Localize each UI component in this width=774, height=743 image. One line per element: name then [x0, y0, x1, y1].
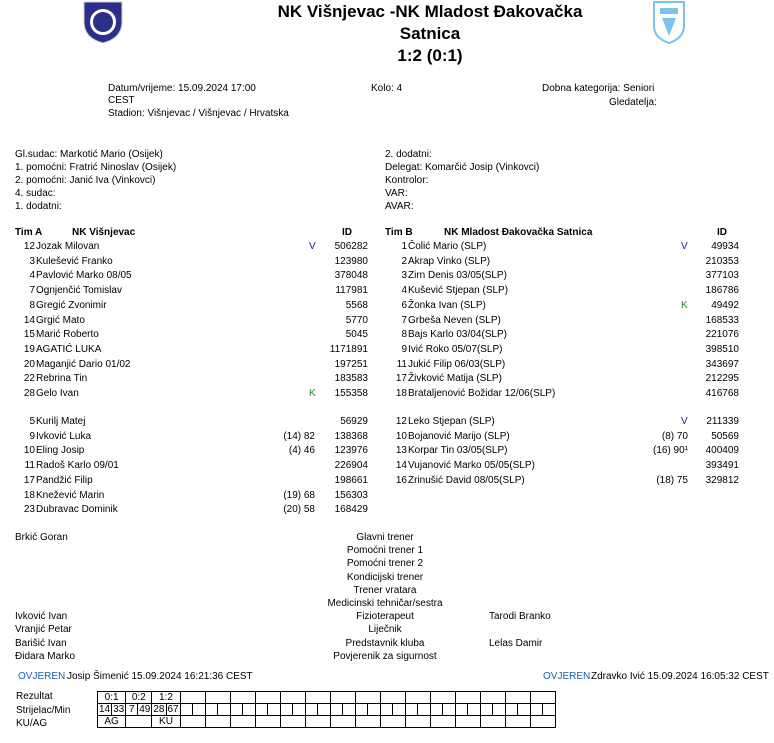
- staff-role: Pomoćni trener 2: [346, 558, 424, 570]
- player-name: Jukić Filip 06/03(SLP): [408, 358, 506, 370]
- player-number: 15: [23, 329, 35, 341]
- player-number: 18: [395, 388, 407, 399]
- official-line: 2. pomoćni: Janić Iva (Vinkovci): [15, 175, 156, 186]
- staff-role: Predstavnik kluba: [345, 637, 425, 649]
- staff-name-left: Đidara Marko: [15, 650, 76, 662]
- ku-ag-cell: [505, 716, 530, 728]
- match-timezone: CEST: [108, 95, 135, 106]
- player-name: Ivković Luka: [36, 430, 92, 442]
- team-a-label: Tim A: [15, 227, 43, 238]
- player-id: 393491: [705, 460, 739, 472]
- result-cell: [405, 692, 430, 704]
- substitution-info: (20) 58: [283, 504, 315, 516]
- staff-role: Glavni trener: [356, 532, 414, 543]
- player-name: AGATIĆ LUKA: [36, 343, 102, 355]
- ku-ag-cell: [380, 716, 405, 728]
- player-name: Bojanović Marijo (SLP): [408, 430, 510, 442]
- scorer-minute-cell: [268, 704, 281, 716]
- player-number: 7: [29, 285, 35, 297]
- ku-ag-cell: [330, 716, 355, 728]
- player-id: 168533: [705, 314, 739, 326]
- player-id: 56929: [340, 416, 368, 427]
- player-name: Maganjić Dario 01/02: [36, 358, 131, 370]
- verified-label-right: OVJEREN: [543, 671, 591, 682]
- score-label-kuag: KU/AG: [16, 718, 48, 729]
- player-id: 186786: [705, 285, 739, 297]
- ku-ag-cell: [455, 716, 480, 728]
- player-number: 2: [401, 255, 407, 267]
- player-number: 19: [23, 343, 35, 355]
- player-name: Leko Stjepan (SLP): [408, 416, 495, 427]
- player-number: 17: [395, 373, 407, 385]
- player-name: Gregić Zvonimir: [36, 299, 107, 311]
- result-cell: [430, 692, 455, 704]
- player-id: 1171891: [329, 343, 368, 355]
- player-id: 212295: [705, 373, 739, 385]
- player-name: Ognjenčić Tomislav: [36, 285, 122, 297]
- player-number: 17: [23, 474, 35, 486]
- player-id: 50569: [711, 430, 739, 442]
- result-cell: [355, 692, 380, 704]
- player-name: Rebrina Tin: [36, 373, 88, 385]
- player-id: 329812: [705, 474, 739, 486]
- player-number: 4: [29, 270, 35, 282]
- player-name: Eling Josip: [36, 445, 85, 457]
- player-number: 9: [29, 430, 35, 442]
- result-cell: [530, 692, 555, 704]
- scorer-minute-cell: [318, 704, 331, 716]
- scorer-minute-cell: [330, 704, 343, 716]
- scorer-minute-cell: [230, 704, 243, 716]
- official-line: Kontrolor:: [385, 175, 429, 186]
- staff-role: Trener vratara: [353, 584, 417, 596]
- team-a-id-header: ID: [342, 227, 352, 238]
- player-number: 18: [23, 489, 35, 501]
- scorer-minute-cell: [480, 704, 493, 716]
- scorer-minute-cell: [380, 704, 393, 716]
- scorer-minute-cell: [280, 704, 293, 716]
- scorer-minute-cell: [255, 704, 268, 716]
- official-line: Delegat: Komarčić Josip (Vinkovci): [385, 162, 540, 173]
- ku-ag-cell: [126, 716, 152, 728]
- player-number: 8: [401, 329, 407, 341]
- official-line: 1. pomoćni: Fratrić Ninoslav (Osijek): [15, 162, 177, 173]
- result-cell: [505, 692, 530, 704]
- scorer-minute-cell: [205, 704, 218, 716]
- player-number: 8: [29, 299, 35, 311]
- substitution-info: (16) 90¹: [652, 445, 688, 457]
- scorer-minute-cell: [493, 704, 506, 716]
- staff-name-right: Lelas Damir: [489, 637, 543, 649]
- scorer-minute-cell: [180, 704, 193, 716]
- ku-ag-cell: [405, 716, 430, 728]
- player-id: 210353: [705, 255, 739, 267]
- scorer-minute-cell: [455, 704, 468, 716]
- player-number: 4: [401, 285, 407, 297]
- player-number: 22: [23, 373, 35, 385]
- player-number: 1: [401, 241, 407, 252]
- captain-badge: K: [309, 388, 316, 399]
- staff-name-left: Barišić Ivan: [15, 637, 67, 649]
- substitution-info: (19) 68: [283, 489, 315, 501]
- player-number: 28: [23, 388, 35, 399]
- ku-ag-cell: [480, 716, 505, 728]
- substitution-info: (14) 82: [283, 430, 315, 442]
- scorer-minute-cell: [430, 704, 443, 716]
- substitution-info: (8) 70: [661, 430, 688, 442]
- ku-ag-cell: [430, 716, 455, 728]
- player-name: Čolić Mario (SLP): [408, 241, 487, 252]
- player-id: 5770: [345, 314, 368, 326]
- player-number: 7: [401, 314, 407, 326]
- staff-name-right: Tarodi Branko: [489, 611, 551, 623]
- player-id: 123980: [334, 255, 368, 267]
- nk-visnjevac-logo: [80, 0, 126, 44]
- player-id: 123976: [334, 445, 368, 457]
- player-id: 226904: [334, 460, 368, 472]
- player-name: Bajs Karlo 03/04(SLP): [408, 329, 507, 341]
- scorer-minute-cell: 14: [99, 704, 111, 715]
- staff-name-left: Ivković Ivan: [15, 611, 68, 623]
- match-round: Kolo: 4: [371, 83, 403, 94]
- staff-role: Povjerenik za sigurnost: [333, 650, 437, 662]
- score-label-result: Rezultat: [16, 691, 53, 702]
- scorer-minute-cell: [243, 704, 256, 716]
- ku-ag-cell: [530, 716, 555, 728]
- team-b-id-header: ID: [717, 227, 727, 238]
- staff-role: Kondicijski trener: [346, 571, 424, 583]
- player-id: 49934: [711, 241, 739, 252]
- verified-text-right: Zdravko Ivić 15.09.2024 16:05:32 CEST: [591, 671, 769, 682]
- player-id: 400409: [705, 445, 739, 457]
- spectators: Gledatelja:: [609, 97, 657, 108]
- score-table: [97, 691, 556, 728]
- player-number: 9: [401, 343, 407, 355]
- ku-ag-cell: KU: [152, 716, 180, 728]
- staff-role: Liječnik: [368, 624, 402, 636]
- ku-ag-cell: [355, 716, 380, 728]
- player-id: 138368: [334, 430, 368, 442]
- team-a-name: NK Višnjevac: [72, 227, 136, 238]
- official-line: AVAR:: [385, 201, 414, 212]
- player-name: Marić Roberto: [36, 329, 99, 341]
- staff-name-left: Vranjić Petar: [15, 624, 72, 636]
- player-id: 5045: [345, 329, 368, 341]
- player-name: Žonka Ivan (SLP): [408, 299, 486, 311]
- result-cell: [280, 692, 305, 704]
- player-number: 5: [29, 416, 35, 427]
- player-name: Zirn Denis 03/05(SLP): [408, 270, 507, 282]
- player-id: 183583: [334, 373, 368, 385]
- player-id: 117981: [335, 285, 368, 297]
- player-number: 10: [395, 430, 407, 442]
- ku-ag-cell: AG: [98, 716, 126, 728]
- player-name: Ivić Roko 05/07(SLP): [408, 343, 503, 355]
- scorer-minute-cell: 33: [113, 704, 125, 715]
- scorer-minute-cell: [343, 704, 356, 716]
- player-number: 12: [23, 241, 35, 252]
- player-number: 14: [395, 460, 407, 472]
- player-id: 49492: [711, 299, 739, 311]
- substitution-info: (4) 46: [288, 445, 315, 457]
- player-id: 378048: [334, 270, 368, 282]
- player-number: 23: [23, 504, 35, 516]
- player-name: Vujanović Marko 05/05(SLP): [408, 460, 535, 472]
- match-title-line2: Satnica: [399, 24, 461, 43]
- player-name: Akrap Vinko (SLP): [408, 255, 491, 267]
- player-name: Grgić Mato: [36, 314, 85, 326]
- player-name: Knežević Marin: [36, 489, 105, 501]
- scorer-minute-cell: [443, 704, 456, 716]
- result-cell: 0:1: [98, 692, 126, 704]
- player-name: Dubravac Dominik: [36, 504, 118, 516]
- player-number: 11: [24, 460, 35, 472]
- official-line: VAR:: [385, 188, 408, 199]
- scorer-minute-cell: 7: [126, 704, 138, 716]
- match-datetime: Datum/vrijeme: 15.09.2024 17:00: [108, 83, 256, 94]
- result-cell: [380, 692, 405, 704]
- verified-text-left: Josip Šimenić 15.09.2024 16:21:36 CEST: [67, 671, 253, 682]
- staff-role: Fizioterapeut: [356, 611, 414, 623]
- player-id: 506282: [334, 241, 368, 252]
- match-stadium: Stadion: Višnjevac / Višnjevac / Hrvatska: [108, 108, 289, 119]
- scorer-minute-cell: [355, 704, 368, 716]
- scorer-minute-cell: [405, 704, 418, 716]
- staff-name-left: Brkić Goran: [15, 532, 68, 543]
- verified-label-left: OVJEREN: [18, 671, 66, 682]
- player-number: 3: [29, 255, 35, 267]
- player-name: Pavlović Marko 08/05: [36, 270, 132, 282]
- scorer-minute-cell: [193, 704, 206, 716]
- scorer-minute-cell: [305, 704, 318, 716]
- player-number: 3: [401, 270, 407, 282]
- player-id: 211339: [706, 416, 739, 427]
- player-name: Kulešević Franko: [36, 255, 113, 267]
- scorer-minute-cell: 28: [153, 704, 165, 715]
- scorer-minute-cell: [218, 704, 231, 716]
- result-cell: [455, 692, 480, 704]
- player-name: Živković Matija (SLP): [408, 373, 502, 385]
- player-id: 416768: [705, 388, 739, 399]
- player-name: Brataljenović Božidar 12/06(SLP): [408, 388, 556, 399]
- player-name: Gelo Ivan: [36, 388, 79, 399]
- player-number: 16: [395, 474, 407, 486]
- player-id: 221076: [705, 329, 739, 341]
- player-name: Pandžić Filip: [36, 474, 93, 486]
- official-line: 4. sudac:: [15, 188, 56, 199]
- team-b-label: Tim B: [385, 227, 413, 238]
- player-id: 197251: [334, 358, 368, 370]
- player-name: Kurilj Matej: [36, 416, 86, 427]
- result-cell: [330, 692, 355, 704]
- ku-ag-cell: [230, 716, 255, 728]
- official-line: 1. dodatni:: [15, 201, 62, 212]
- scorer-minute-cell: [518, 704, 531, 716]
- player-id: 398510: [705, 343, 739, 355]
- scorer-minute-cell: [293, 704, 306, 716]
- result-cell: [480, 692, 505, 704]
- goalkeeper-badge: V: [681, 416, 688, 427]
- player-number: 11: [396, 358, 407, 370]
- match-score: 1:2 (0:1): [397, 46, 463, 65]
- player-id: 5568: [345, 299, 368, 311]
- scorer-minute-cell: [530, 704, 543, 716]
- scorer-minute-cell: [543, 704, 556, 716]
- age-category: Dobna kategorija: Seniori: [542, 83, 655, 94]
- substitution-info: (18) 75: [656, 474, 688, 486]
- team-b-name: NK Mladost Đakovačka Satnica: [444, 227, 593, 238]
- match-title: NK Višnjevac -NK Mladost Đakovačka: [277, 2, 583, 21]
- result-cell: [180, 692, 205, 704]
- official-line: Gl.sudac: Markotić Mario (Osijek): [15, 149, 163, 160]
- score-label-scorer: Strijelac/Min: [16, 705, 71, 716]
- scorer-minute-cell: [418, 704, 431, 716]
- player-name: Zrinušić David 08/05(SLP): [408, 474, 525, 486]
- player-id: 156303: [334, 489, 368, 501]
- result-cell: 1:2: [152, 692, 180, 704]
- result-cell: 0:2: [126, 692, 152, 704]
- player-number: 6: [401, 299, 407, 311]
- ku-ag-cell: [305, 716, 330, 728]
- player-name: Grbeša Neven (SLP): [408, 314, 501, 326]
- result-cell: [255, 692, 280, 704]
- player-number: 14: [23, 314, 35, 326]
- player-number: 10: [23, 445, 35, 457]
- player-number: 20: [23, 358, 35, 370]
- goalkeeper-badge: V: [681, 241, 688, 252]
- result-cell: [305, 692, 330, 704]
- player-name: Radoš Karlo 09/01: [36, 460, 119, 472]
- ku-ag-cell: [280, 716, 305, 728]
- result-cell: [205, 692, 230, 704]
- player-name: Jozak Milovan: [36, 241, 100, 252]
- result-cell: [230, 692, 255, 704]
- player-name: Kušević Stjepan (SLP): [408, 285, 509, 297]
- scorer-minute-cell: [393, 704, 406, 716]
- official-line: 2. dodatni:: [385, 149, 432, 160]
- player-id: 155358: [334, 388, 368, 399]
- goalkeeper-badge: V: [309, 241, 316, 252]
- player-name: Korpar Tin 03/05(SLP): [408, 445, 508, 457]
- scorer-minute-cell: 49: [139, 704, 151, 715]
- player-id: 377103: [705, 270, 739, 282]
- scorer-minute-cell: [468, 704, 481, 716]
- scorer-minute-cell: [368, 704, 381, 716]
- staff-role: Pomoćni trener 1: [346, 545, 424, 557]
- player-id: 168429: [334, 504, 368, 516]
- scorer-minute-cell: [505, 704, 518, 716]
- ku-ag-cell: [255, 716, 280, 728]
- player-id: 343697: [705, 358, 739, 370]
- player-number: 12: [395, 416, 407, 427]
- captain-badge: K: [681, 299, 688, 311]
- ku-ag-cell: [205, 716, 230, 728]
- scorer-minute-cell: 67: [167, 704, 179, 715]
- staff-role: Medicinski tehničar/sestra: [327, 598, 443, 609]
- player-number: 13: [395, 445, 407, 457]
- player-id: 198661: [334, 474, 368, 486]
- ku-ag-cell: [180, 716, 205, 728]
